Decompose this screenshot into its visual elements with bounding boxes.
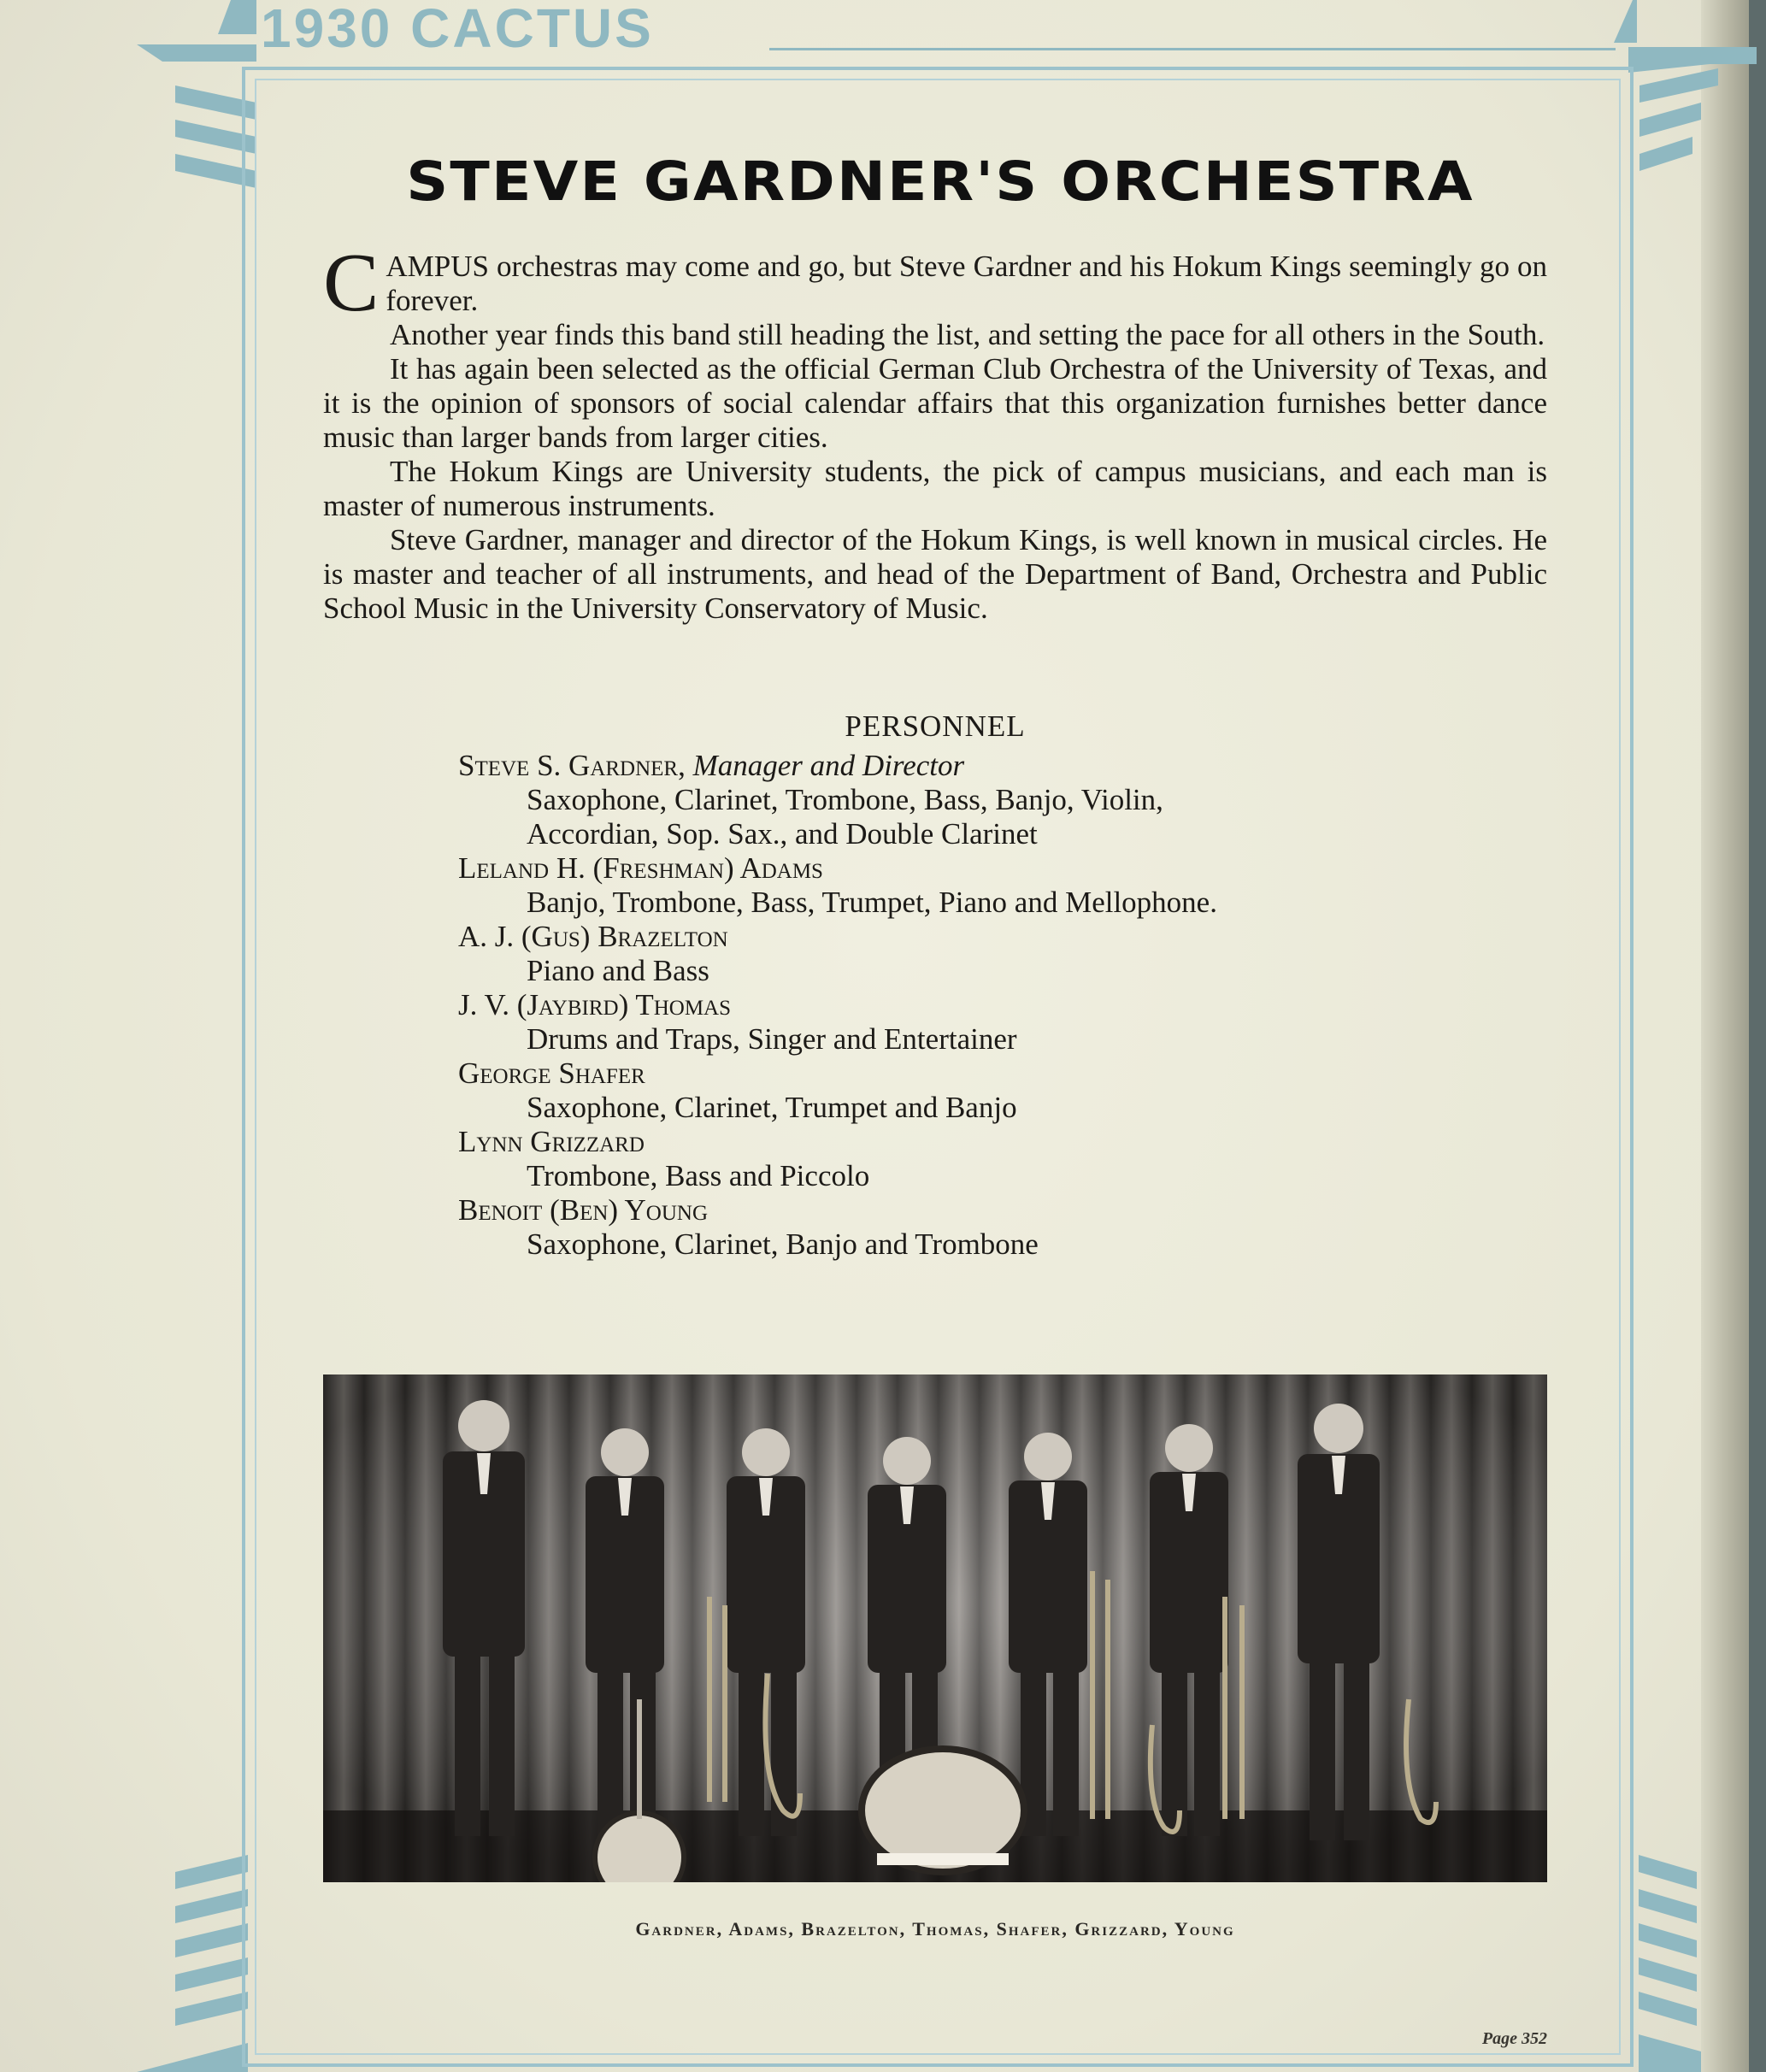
band-photograph (323, 1374, 1547, 1882)
member-name: Benoit (Ben) Young (458, 1193, 708, 1227)
member-name-line (458, 749, 1569, 783)
member-name: Leland H. (Freshman) Adams (458, 851, 823, 885)
personnel-heading: PERSONNEL (845, 709, 1026, 743)
personnel-item (458, 851, 1569, 920)
member-name: Steve S. Gardner, (458, 749, 686, 782)
personnel-item (458, 749, 1569, 851)
member-instruments: Banjo, Trombone, Bass, Trumpet, Piano and Mellophone. (527, 886, 1217, 919)
paragraph: Another year finds this band still heading the list, and setting the pace for all others in the South. (390, 318, 1545, 351)
member-instruments: Saxophone, Clarinet, Trombone, Bass, Banjo, Violin, (527, 783, 1163, 816)
intro-text: AMPUS orchestras may come and go, but Steve Gardner and his Hokum Kings seemingly go on forever. (386, 250, 1547, 317)
paragraph: It has again been selected as the official German Club Orchestra of the University of Texas, and it is the opinion of sponsors of social calendar affairs that this organization furnishes better dance music than larger bands from larger cities. (323, 352, 1547, 454)
member-instruments: Drums and Traps, Singer and Entertainer (527, 1022, 1017, 1056)
band-photo-illustration (323, 1374, 1547, 1882)
page-number: Page 352 (1481, 2029, 1547, 2048)
member-name: A. J. (Gus) Brazelton (458, 920, 728, 953)
dropcap: C (323, 237, 380, 329)
intro-paragraph (323, 237, 1547, 329)
personnel-item (458, 988, 1569, 1057)
personnel-list (458, 749, 1569, 1262)
member-role: Manager and Director (692, 749, 965, 782)
personnel-item (458, 920, 1569, 988)
header-rule (769, 48, 1616, 50)
article-body (323, 237, 1547, 626)
page-title: STEVE GARDNER'S ORCHESTRA (406, 150, 1475, 213)
personnel-item (458, 1057, 1569, 1125)
personnel-item (458, 1193, 1569, 1262)
member-instruments: Saxophone, Clarinet, Trumpet and Banjo (527, 1091, 1017, 1124)
binding-edge (1749, 0, 1766, 2072)
member-name: Lynn Grizzard (458, 1125, 645, 1158)
member-instruments: Piano and Bass (527, 954, 709, 987)
member-name: George Shafer (458, 1057, 645, 1090)
drum-keyboard-strip (877, 1853, 1009, 1865)
member-instruments: Trombone, Bass and Piccolo (527, 1159, 870, 1192)
member-name: J. V. (Jaybird) Thomas (458, 988, 732, 1021)
bottom-right-chevron-icon (1628, 1855, 1714, 2072)
photo-caption: Gardner, Adams, Brazelton, Thomas, Shafer, Grizzard, Young (635, 1918, 1235, 1940)
member-instruments: Saxophone, Clarinet, Banjo and Trombone (527, 1227, 1039, 1261)
paragraph: The Hokum Kings are University students, the pick of campus musicians, and each man is master of numerous instruments. (323, 455, 1547, 522)
yearbook-header-title: 1930 CACTUS (261, 0, 654, 59)
member-instruments: Accordian, Sop. Sax., and Double Clarinet (527, 817, 1038, 851)
paragraph: Steve Gardner, manager and director of the Hokum Kings, is well known in musical circles. He is master and teacher of all instruments, and head of the Department of Band, Orchestra and Public School Music in the University Conservatory of Music. (323, 523, 1547, 625)
personnel-item (458, 1125, 1569, 1193)
